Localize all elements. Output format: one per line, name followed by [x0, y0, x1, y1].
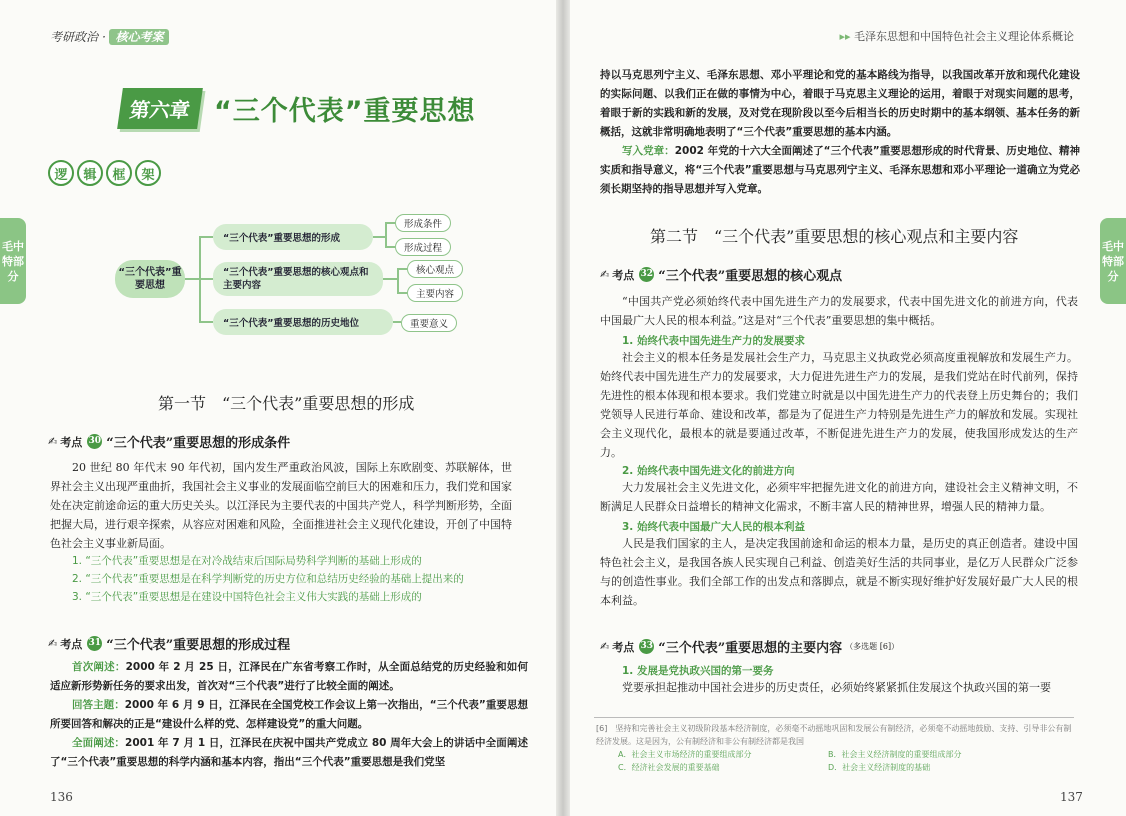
logic-char: 辑: [77, 160, 103, 186]
connector: [397, 268, 407, 270]
mindmap-leaf: 主要内容: [407, 284, 463, 302]
connector: [393, 321, 401, 323]
kaodian-title: “三个代表”重要思想的形成过程: [106, 638, 291, 653]
left-page: [0, 0, 556, 816]
connector: [385, 246, 395, 248]
right-running-header: [839, 28, 1074, 44]
mindmap-leaf: 形成条件: [395, 214, 451, 232]
kaodian-number: 30: [87, 434, 102, 449]
section-2-title: 第二节 “三个代表”重要思想的核心观点和主要内容: [650, 227, 1019, 246]
paragraph-text: 2000 年 6 月 9 日，江泽民在全国党校工作会议上第一次指出，“三个代表”重要思想所要回答和解决的正是“建设什么样的党、怎样建设党”的重大问题。: [50, 699, 528, 730]
lead-label: 写入党章：: [622, 145, 675, 157]
kaodian-32-heading: [600, 265, 842, 284]
subheading: 3. 始终代表中国最广大人民的根本利益: [622, 521, 805, 533]
paragraph: 人民是我们国家的主人，是决定我国前途和命运的根本力量，是历史的真正创造者。建设中国特色社会主义，是我国各族人民实现自己利益、创造美好生活的共同事业，是亿万人民群众广泛参与的创造性事业。我们全部工作的出发点和落脚点，就是不断实现好维护好发展好最广大人民的根本利益。: [600, 537, 1078, 607]
mindmap-root: “三个代表”重要思想: [115, 260, 185, 298]
lead-label: 首次阐述：: [72, 661, 126, 673]
page-number: 137: [1060, 790, 1083, 804]
paragraph: [600, 142, 1080, 199]
kaodian-tag: 考点: [60, 637, 83, 651]
footnote-option: C．经济社会发展的重要基础: [618, 763, 720, 772]
header-core-badge: 核心考案: [109, 29, 169, 45]
connector: [385, 222, 387, 248]
kaodian-31-heading: [48, 634, 290, 653]
left-running-header: [50, 28, 169, 45]
connector: [199, 321, 213, 323]
side-tab-left: 毛中特部分: [0, 218, 26, 304]
paragraph: 社会主义的根本任务是发展社会生产力，马克思主义执政党必须高度重视解放和发展生产力。始终代表中国先进生产力的发展要求，大力促进先进生产力的发展，是我们党站在时代前列，保持先进性的根本体现和根本要求。我们党建立时就是以中国先进生产力的代表登上历史舞台的；我们党领导人民进行革命、建设和改革，都是为了促进生产力特别是先进生产力的解放和发展。实现社会主义现代化，最根本的就是要通过改革，不断促进先进生产力的发展，使我国形成发达的生产力。: [600, 351, 1078, 459]
kaodian-tag: 考点: [612, 640, 635, 654]
footnote-options-row: [596, 761, 1078, 774]
paragraph: [50, 696, 528, 734]
kaodian-title: “三个代表”重要思想的形成条件: [106, 436, 291, 451]
chapter-title: “三个代表”重要思想: [214, 96, 476, 127]
paragraph: 持以马克思列宁主义、毛泽东思想、邓小平理论和党的基本路线为指导，以我国改革开放和现代化建设的实际问题、以我们正在做的事情为中心，着眼于马克思主义理论的运用，着眼于对现实问题的思考，着眼于新的实践和新的发展，及对党在现阶段以至今后相当长的历史时期中的基本纲领、基本任务的新概括，这就非常明确地表明了“三个代表”重要思想的基本内涵。: [600, 69, 1080, 138]
kaodian-title: “三个代表”重要思想的主要内容: [658, 641, 843, 656]
footnote-option: A．社会主义市场经济的重要组成部分: [618, 750, 752, 759]
mindmap-leaf: 重要意义: [401, 314, 457, 332]
footnote-option: D．社会主义经济制度的基础: [828, 763, 931, 772]
list-item: 3. “三个代表”重要思想是在建设中国特色社会主义伟大实践的基础上形成的: [72, 591, 422, 603]
kaodian-tag: 考点: [612, 268, 635, 282]
connector: [397, 268, 399, 294]
pen-icon: ✍: [600, 640, 610, 653]
footnote-divider: [594, 717, 1074, 718]
paragraph: “中国共产党必须始终代表中国先进生产力的发展要求，代表中国先进文化的前进方向，代表中国最广大人民的根本利益。”这是对“三个代表”重要思想的集中概括。: [600, 295, 1078, 327]
mindmap-leaf: 核心观点: [407, 260, 463, 278]
paragraph: [50, 734, 528, 772]
double-arrow-icon: ▸▸: [839, 30, 854, 43]
connector: [383, 278, 397, 280]
connector: [385, 222, 395, 224]
side-tab-right: 毛中特部分: [1100, 218, 1126, 304]
list-item: 1. “三个代表”重要思想是在对冷战结束后国际局势科学判断的基础上形成的: [72, 555, 422, 567]
footnote: [596, 722, 1078, 774]
subheading: 1. 始终代表中国先进生产力的发展要求: [622, 335, 805, 347]
logic-framework-label: [48, 160, 164, 186]
section-1-title: 第一节 “三个代表”重要思想的形成: [158, 394, 415, 413]
subheading: 1. 发展是党执政兴国的第一要务: [622, 665, 774, 677]
mindmap-branch: “三个代表”重要思想的历史地位: [213, 309, 393, 335]
mindmap-branch: “三个代表”重要思想的核心观点和主要内容: [213, 262, 383, 296]
lead-label: 回答主题：: [72, 699, 125, 711]
logic-char: 架: [135, 160, 161, 186]
connector: [373, 236, 385, 238]
footnote-option: B．社会主义经济制度的重要组成部分: [828, 750, 962, 759]
paragraph-text: 2002 年党的十六大全面阐述了“三个代表”重要思想形成的时代背景、历史地位、精神实质和指导意义，将“三个代表”重要思想与马克思列宁主义、毛泽东思想和邓小平理论一道确立为党必须长期坚持的指导思想并写入党章。: [600, 145, 1081, 195]
subheading: 2. 始终代表中国先进文化的前进方向: [622, 465, 795, 477]
mindmap-branch: “三个代表”重要思想的形成: [213, 224, 373, 250]
kaodian-title: “三个代表”重要思想的核心观点: [658, 269, 843, 284]
pen-icon: ✍: [48, 435, 58, 448]
footnote-options-row: [596, 748, 1078, 761]
paragraph: 20 世纪 80 年代末 90 年代初，国内发生严重政治风波，国际上东欧剧变、苏联解体，世界社会主义出现严重曲折，我国社会主义事业的发展面临空前巨大的困难和压力，我们党和国家处在决定前途命运的重大历史关头。以江泽民为主要代表的中国共产党人，科学判断形势，全面把握大局，进行艰辛探索，从容应对困难和风险，全面推进社会主义现代化建设，开创了中国特色社会主义事业新局面。: [50, 461, 512, 550]
lead-label: 全面阐述：: [72, 737, 126, 749]
paragraph-text: 2000 年 2 月 25 日，江泽民在广东省考察工作时，从全面总结党的历史经验和如何适应新形势新任务的要求出发，首次对“三个代表”进行了比较全面的阐述。: [50, 661, 529, 692]
list-item: 2. “三个代表”重要思想是在科学判断党的历史方位和总结历史经验的基础上提出来的: [72, 573, 464, 585]
pen-icon: ✍: [600, 268, 610, 281]
header-text: 毛泽东思想和中国特色社会主义理论体系概论: [854, 30, 1074, 43]
mindmap: [115, 212, 475, 342]
pen-icon: ✍: [48, 637, 58, 650]
kaodian-33-heading: [600, 637, 899, 656]
green-list: [72, 552, 532, 606]
paragraph: [50, 658, 528, 696]
connector: [397, 292, 407, 294]
footnote-question: [6] 坚持和完善社会主义初级阶段基本经济制度，必须毫不动摇地巩固和发展公有制经济，必须毫不动摇地鼓励、支持、引导非公有制经济发展。这是因为，公有制经济和非公有制经济都是我国: [596, 724, 1072, 746]
paragraph-text: 2001 年 7 月 1 日，江泽民在庆祝中国共产党成立 80 周年大会上的讲话中全面阐述了“三个代表”重要思想的科学内涵和基本内容，指出“三个代表”重要思想是我们党坚: [50, 737, 528, 768]
connector: [185, 278, 199, 280]
page-number: 136: [50, 790, 73, 804]
book-gutter: [556, 0, 570, 816]
chapter-heading: [120, 88, 476, 129]
connector: [199, 278, 213, 280]
kaodian-number: 33: [639, 639, 654, 654]
connector: [199, 236, 213, 238]
mindmap-leaf: 形成过程: [395, 238, 451, 256]
paragraph: 大力发展社会主义先进文化，必须牢牢把握先进文化的前进方向，建设社会主义精神文明，不断满足人民群众日益增长的精神文化需求，不断丰富人民的精神世界，增强人民的精神力量。: [600, 481, 1078, 513]
kaodian-30-heading: [48, 432, 290, 451]
paragraph: 党要承担起推动中国社会进步的历史责任，必须始终紧紧抓住发展这个执政兴国的第一要: [622, 681, 1051, 694]
kaodian-tag: 考点: [60, 435, 83, 449]
logic-char: 逻: [48, 160, 74, 186]
right-page: [570, 0, 1126, 816]
logic-char: 框: [106, 160, 132, 186]
kaodian-number: 31: [87, 636, 102, 651]
kaodian-note: （多选题 [6]）: [845, 642, 900, 651]
header-prefix: 考研政治 ·: [50, 30, 110, 44]
chapter-badge: 第六章: [117, 88, 203, 129]
kaodian-number: 32: [639, 267, 654, 282]
